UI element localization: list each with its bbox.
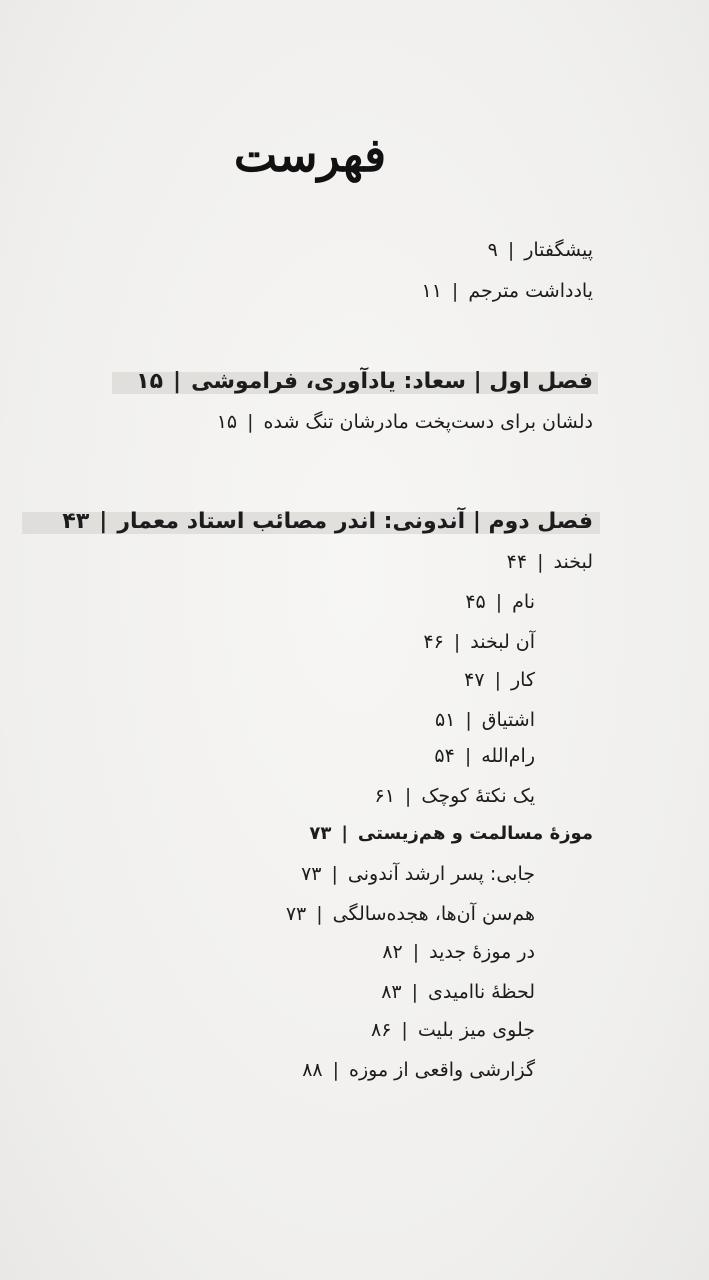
toc-chapter-entry xyxy=(136,368,593,396)
toc-page-number: ۵۴ xyxy=(434,745,455,767)
toc-label: یادداشت مترجم xyxy=(468,280,593,302)
toc-entry xyxy=(435,706,535,734)
toc-entry xyxy=(507,548,593,576)
separator: | xyxy=(453,631,461,653)
separator: | xyxy=(464,745,472,767)
toc-page-number: ۴۵ xyxy=(465,591,486,613)
toc-label: جابی: پسر ارشد آندونی xyxy=(347,863,535,885)
toc-entry xyxy=(423,628,535,656)
separator: | xyxy=(331,863,338,885)
separator: | xyxy=(173,369,182,394)
toc-entry xyxy=(464,666,535,694)
toc-label: گزارشی واقعی از موزه xyxy=(349,1059,535,1081)
toc-page-number: ۷۳ xyxy=(285,903,307,925)
toc-label: موزهٔ مسالمت و هم‌زیستی xyxy=(357,823,593,844)
toc-entry xyxy=(381,978,535,1006)
separator: | xyxy=(341,823,348,844)
toc-label: جلوی میز بلیت xyxy=(417,1019,535,1041)
toc-label: فصل دوم | آندونی: اندر مصائب استاد معمار xyxy=(117,509,593,534)
toc-page-number: ۴۶ xyxy=(423,631,444,653)
separator: | xyxy=(537,551,544,573)
toc-page-number: ۷۳ xyxy=(309,823,332,844)
toc-page-number: ۱۵ xyxy=(136,369,164,394)
toc-label: کار xyxy=(510,669,535,691)
toc-label: نام xyxy=(512,591,535,613)
toc-label: در موزهٔ جدید xyxy=(429,941,535,963)
toc-label: رام‌الله xyxy=(481,745,535,767)
toc-label: اشتیاق xyxy=(481,709,535,731)
toc-entry xyxy=(434,742,535,770)
separator: | xyxy=(507,239,515,261)
separator: | xyxy=(332,1059,340,1081)
toc-label: پیشگفتار xyxy=(524,239,593,261)
toc-page-number: ۸۲ xyxy=(382,941,403,963)
toc-page-number: ۱۵ xyxy=(216,411,238,433)
toc-entry xyxy=(421,277,593,305)
toc-page-number: ۵۱ xyxy=(434,709,456,731)
toc-entry xyxy=(217,408,593,436)
separator: | xyxy=(247,411,254,433)
separator: | xyxy=(411,981,419,1003)
separator: | xyxy=(494,669,501,691)
toc-entry xyxy=(382,938,535,966)
separator: | xyxy=(451,280,459,302)
toc-label: آن لبخند xyxy=(470,631,535,653)
toc-label: یک نکتهٔ کوچک xyxy=(421,785,535,807)
toc-page-number: ۸۶ xyxy=(371,1019,392,1041)
toc-page-number: ۸۳ xyxy=(381,981,402,1003)
toc-page-number: ۹ xyxy=(487,239,498,261)
separator: | xyxy=(495,591,503,613)
separator: | xyxy=(412,941,420,963)
toc-entry xyxy=(286,900,535,928)
toc-page-number: ۴۷ xyxy=(464,669,485,691)
toc-entry xyxy=(374,782,535,810)
toc-label: فصل اول | سعاد: یادآوری، فراموشی xyxy=(191,369,593,394)
toc-page-number: ۶۱ xyxy=(374,785,395,807)
toc-label: هم‌سن آن‌ها، هجده‌سالگی xyxy=(332,903,535,925)
toc-page-number: ۴۴ xyxy=(506,551,528,573)
toc-entry xyxy=(301,860,535,888)
toc-page-number: ۸۸ xyxy=(302,1059,323,1081)
toc-page-number: ۷۳ xyxy=(301,863,322,885)
toc-entry xyxy=(488,236,593,264)
toc-label: لبخند xyxy=(553,551,593,573)
toc-entry xyxy=(302,1056,535,1084)
toc-page-number: ۴۳ xyxy=(62,509,90,534)
separator: | xyxy=(99,509,108,534)
separator: | xyxy=(404,785,412,807)
toc-entry xyxy=(465,588,535,616)
toc-page-number: ۱۱ xyxy=(421,280,442,302)
separator: | xyxy=(465,709,472,731)
toc-entry xyxy=(371,1016,535,1044)
toc-section-entry xyxy=(309,820,593,848)
page-title: فهرست xyxy=(233,128,387,182)
separator: | xyxy=(316,903,323,925)
separator: | xyxy=(401,1019,408,1041)
toc-label: لحظهٔ ناامیدی xyxy=(428,981,535,1003)
toc-label: دلشان برای دست‌پخت مادرشان تنگ شده xyxy=(263,411,593,433)
toc-chapter-entry xyxy=(62,508,593,536)
